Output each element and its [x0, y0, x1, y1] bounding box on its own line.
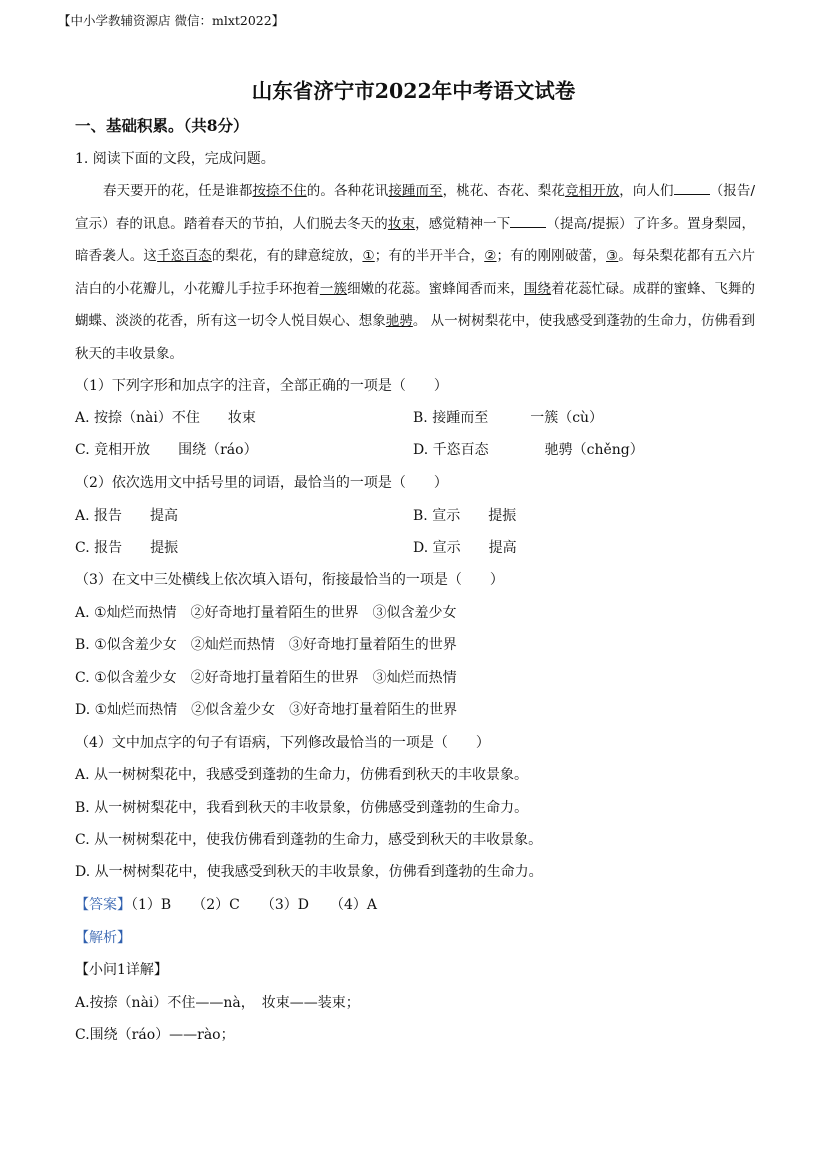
- answer-text: （1）B （2）C （3）D （4）A: [131, 897, 377, 913]
- option-a: A. 按捺（nài）不住 妆束: [75, 410, 256, 426]
- answer-label: 【答案】: [75, 897, 131, 913]
- option-b: B. 从一树树梨花中，我看到秋天的丰收景象，仿佛感受到蓬勃的生命力。: [75, 800, 529, 816]
- option-b: B. 接踵而至 一簇（cù）: [413, 410, 604, 426]
- section-heading: 一、基础积累。（共8分）: [75, 116, 249, 135]
- underlined-word: 围绕: [523, 280, 552, 297]
- blank-marker-1: ①: [362, 248, 375, 264]
- option-b: B. ①似含羞少女 ②灿烂而热情 ③好奇地打量着陌生的世界: [75, 637, 457, 653]
- sub-question-1-stem: （1）下列字形和加点字的注音，全部正确的一项是（ ）: [75, 378, 448, 394]
- option-c: C. ①似含羞少女 ②好奇地打量着陌生的世界 ③灿烂而热情: [75, 670, 457, 686]
- option-a: A. ①灿烂而热情 ②好奇地打量着陌生的世界 ③似含羞少女: [75, 605, 457, 621]
- option-b: B. 宣示 提振: [413, 508, 517, 524]
- page-title: 山东省济宁市2022年中考语文试卷: [251, 79, 576, 103]
- option-d: D. ①灿烂而热情 ②似含羞少女 ③好奇地打量着陌生的世界: [75, 702, 458, 718]
- fill-blank: [674, 181, 710, 195]
- option-a: A. 从一树树梨花中，我感受到蓬勃的生命力，仿佛看到秋天的丰收景象。: [75, 767, 529, 783]
- underlined-word: 按捺不住: [252, 183, 307, 199]
- reading-passage: 春天要开的花，任是谁都按捺不住的。各种花讯接踵而至，桃花、杏花、梨花竞相开放，向人们 （报告/宣示）春的讯息。踏着春天的节拍，人们脱去冬天的妆束，感觉精神一下 （提高/提振）了许多。置身梨园，暗香袭人。这千恣百态的梨花，有的肆意绽放，①；有的半开半合，②；有的刚刚破蕾，③。每朵梨花都有五六片洁白的小花瓣儿，小花瓣儿手拉手环抱着一簇细嫩的花蕊。蜜蜂闻香而来，围绕着花蕊忙碌。成群的蜜蜂、飞舞的蝴蝶、淡淡的花香，所有这一切令人悦目娱心、想象驰骋。 从一树树梨花中，使我感受到蓬勃的生命力，仿佛看到秋天的丰收景象。: [75, 183, 756, 362]
- answer-line: [75, 894, 377, 914]
- underlined-word: 驰骋: [385, 313, 413, 329]
- underlined-word: 一簇: [319, 280, 348, 297]
- option-d: D. 从一树树梨花中，使我感受到秋天的丰收景象，仿佛看到蓬勃的生命力。: [75, 864, 543, 880]
- underlined-word: 千恣百态: [157, 248, 212, 264]
- question-1-stem: 1. 阅读下面的文段，完成问题。: [75, 151, 275, 167]
- option-d: D. 宣示 提高: [413, 540, 517, 556]
- underlined-word: 接踵而至: [388, 183, 443, 199]
- option-a: A. 报告 提高: [75, 508, 179, 524]
- page-header: 【中小学教辅资源店 微信：mlxt2022】: [58, 13, 285, 28]
- sub-question-4-stem: （4）文中加点字的句子有语病，下列修改最恰当的一项是（ ）: [75, 735, 490, 751]
- option-c: C. 报告 提振: [75, 540, 179, 556]
- sub-question-3-stem: （3）在文中三处横线上依次填入语句，衔接最恰当的一项是（ ）: [75, 572, 504, 588]
- blank-marker-2: ②: [484, 248, 497, 264]
- underlined-word: 妆束: [387, 215, 416, 232]
- option-d: D. 千恣百态 驰骋（chěng）: [413, 442, 644, 458]
- analysis-label: 【解析】: [75, 930, 131, 946]
- sub-question-2-stem: （2）依次选用文中括号里的词语，最恰当的一项是（ ）: [75, 475, 448, 491]
- option-c: C. 竞相开放 围绕（ráo）: [75, 442, 258, 458]
- fill-blank: [510, 214, 546, 228]
- option-c: C. 从一树树梨花中，使我仿佛看到蓬勃的生命力，感受到秋天的丰收景象。: [75, 832, 543, 848]
- blank-marker-3: ③: [606, 248, 619, 264]
- detail-line: C.围绕（ráo）——rào；: [75, 1027, 235, 1043]
- detail-line: A.按捺（nài）不住——nà， 妆束——装束；: [75, 995, 360, 1011]
- detail-title: 【小问1详解】: [75, 962, 168, 978]
- underlined-word: 竞相开放: [564, 183, 620, 199]
